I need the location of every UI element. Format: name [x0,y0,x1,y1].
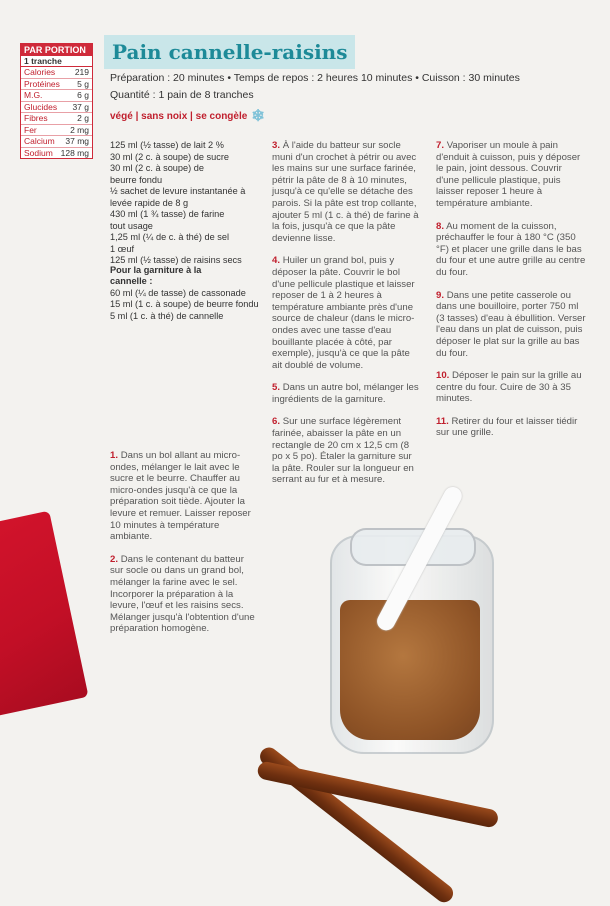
nutrition-row: Calcium 37 mg [21,136,92,148]
garniture-heading: Pour la garniture à la cannelle : [110,264,202,286]
ingredient-item: 15 ml (1 c. à soupe) de beurre fondu [110,299,259,309]
nutrition-row: Sodium 128 mg [24,147,89,158]
nutrition-heading: PAR PORTION [21,44,92,56]
steps-column [436,140,586,450]
step-item: 1. Dans un bol allant au micro-ondes, mélanger le lait avec le sucre et le beurre. Chauffer au micro-ondes jusqu'à ce que la préparation soit tiède. Ajouter la levure et remuer. Laisser reposer 10 minutes à température ambiante. [110,450,251,543]
nutrition-serving: 1 tranche [21,56,92,67]
ingredient-item: 5 ml (1 c. à thé) de cannelle [110,310,224,321]
ingredient-item: 1 œuf [110,243,134,254]
step-item: 9. Dans une petite casserole ou dans une bouilloire, porter 750 ml (3 tasses) d'eau à ébullition. Verser l'eau dans un plat de cuisson, puis déposer le plat sur la grille au bas du four. [436,289,586,359]
snowflake-icon: ❄ [251,108,265,125]
steps-column [272,140,420,497]
ingredient-item: ½ sachet de levure instantanée à levée rapide de 8 g [110,186,246,208]
ingredient-item: 125 ml (½ tasse) de raisins secs [110,255,242,265]
nutrition-row: Fibres 2 g [21,113,92,125]
step-item: 10. Déposer le pain sur la grille au centre du four. Cuire de 30 à 35 minutes. [436,370,582,405]
ground-cinnamon-image [340,600,480,740]
ingredient-item: 60 ml (¼ de tasse) de cassonade [110,287,246,298]
ingredient-item: 430 ml (1 ¾ tasse) de farine tout usage [110,209,225,231]
nutrition-row: Protéines 5 g [21,79,92,91]
recipe-tags-text: végé | sans noix | se congèle [110,110,248,122]
step-item: 4. Huiler un grand bol, puis y déposer la pâte. Couvrir le bol d'une pellicule plastique et laisser reposer de 1 à 2 heures à température ambiante près d'une source de chaleur (dans le micro-ondes avec une tasse d'eau bouillante placée à côté, par exemple), jusqu'à ce que la pâte ait doublé de volume. [272,255,415,371]
nutrition-row: Glucides 37 g [21,102,92,114]
nutrition-row: Calories 219 [21,67,92,79]
step-item: 6. Sur une surface légèrement farinée, abaisser la pâte en un rectangle de 20 cm x 12,5 cm (8 po x 5 po). Étaler la garniture sur la pâte. Rouler sur la longueur en serrant au fur et à mesure. [272,416,414,486]
nutrition-row: M.G. 6 g [21,90,92,102]
recipe-title: Pain cannelle-raisins [112,40,348,64]
nutrition-row: Fer 2 mg [21,125,92,137]
recipe-quantity: Quantité : 1 pain de 8 tranches [110,89,254,101]
ingredient-item: 30 ml (2 c. à soupe) de sucre [110,151,229,162]
ingredient-item: 30 ml (2 c. à soupe) de beurre fondu [110,163,204,185]
recipe-times: Préparation : 20 minutes • Temps de repos : 2 heures 10 minutes • Cuisson : 30 minutes [110,72,520,84]
nutrition-box [20,43,93,159]
step-item: 5. Dans un autre bol, mélanger les ingrédients de la garniture. [272,382,419,405]
recipe-tags [110,106,265,126]
title-band [104,35,355,69]
ingredient-item: 125 ml (½ tasse) de lait 2 % [110,140,224,150]
red-napkin-image [0,511,89,720]
steps-column [110,450,255,646]
step-item: 8. Au moment de la cuisson, préchauffer le four à 180 °C (350 °F) et placer une grille dans le bas du four et une autre grille au centre du four. [436,220,586,278]
step-item: 11. Retirer du four et laisser tiédir sur une grille. [436,415,578,439]
ingredient-item: 1,25 ml (¼ de c. à thé) de sel [110,232,229,242]
step-item: 7. Vaporiser un moule à pain d'enduit à cuisson, puis y déposer le pain, joint dessous. Couvrir d'une pellicule plastique, puis laisser reposer 1 heure à température ambiante. [436,140,581,209]
step-item: 2. Dans le contenant du batteur sur socle ou dans un grand bol, mélanger la farine avec le sel. Incorporer la préparation à la levure, l'œuf et les raisins secs. Mélanger jusqu'à l'obtention d'une préparation homogène. [110,553,255,635]
step-item: 3. À l'aide du batteur sur socle muni d'un crochet à pétrir ou avec les mains sur une surface farinée, pétrir la pâte de 8 à 10 minutes, jusqu'à ce qu'elle se détache des parois. Si la pâte est trop collante, ajouter 5 ml (1 c. à thé) de farine à la fois, jusqu'à ce que la pâte devienne lisse. [272,140,419,244]
cinnamon-stick-image [256,760,499,829]
ingredient-list [110,140,262,322]
